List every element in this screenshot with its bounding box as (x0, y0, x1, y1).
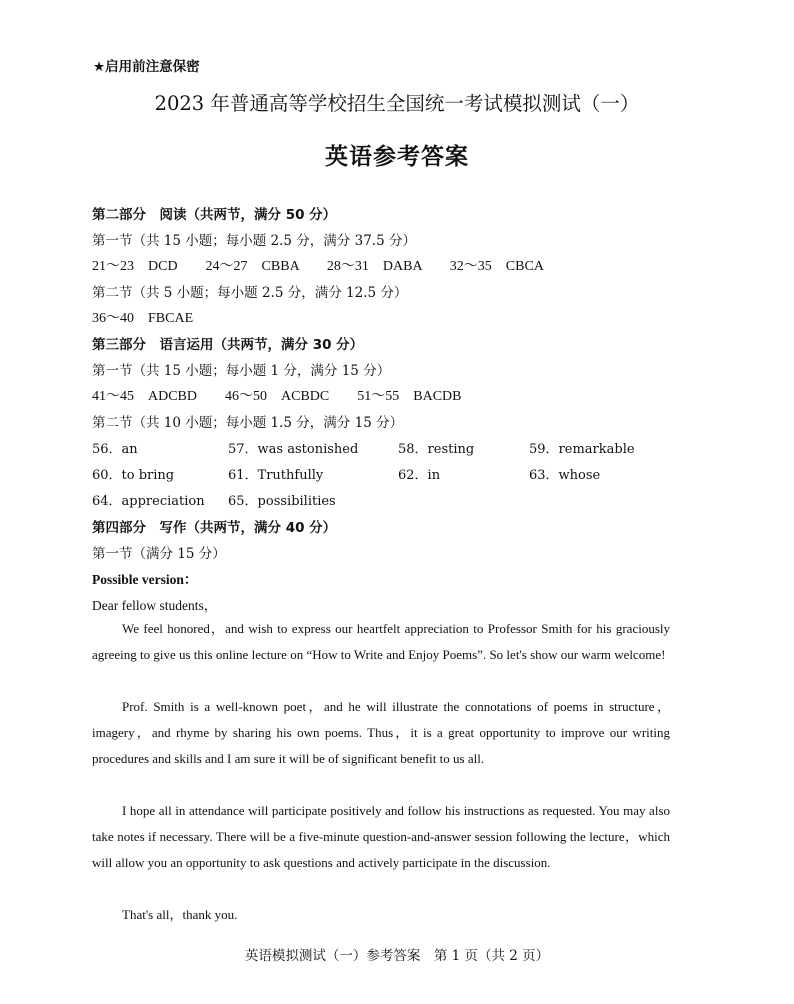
part2-heading: 第二部分 阅读（共两节，满分 50 分） (92, 207, 337, 223)
possible-version-label: Possible version： (92, 572, 198, 587)
letter-paragraph-3: I hope all in attendance will participate positively and follow his instructions as requested. You may also take notes if necessary. There will be a five-minute question-and-answer session following the lecture，which will allow you an opportunity to ask questions and actively participate in the discussion. (92, 803, 670, 870)
part3-sec2-heading: 第二节（共 10 小题；每小题 1.5 分，满分 15 分） (92, 415, 404, 431)
part2-sec1-answers: 21～23 DCD 24～27 CBBA 28～31 DABA 32～35 CBCA (92, 259, 544, 274)
letter-closing: That's all，thank you. (122, 907, 238, 922)
answer-62: 62．in (398, 468, 441, 483)
letter-paragraph-2: Prof. Smith is a well-known poet，and he will illustrate the connotations of poems in structure，imagery，and rhyme by sharing his own poems. Thus，it is a great opportunity to improve our writing procedures and skills and I am sure it will be of significant benefit to us all. (92, 699, 670, 766)
answer-58: 58．resting (398, 442, 475, 457)
answer-56: 56．an (92, 442, 138, 457)
answer-63: 63．whose (529, 468, 601, 483)
exam-title: 2023 年普通高等学校招生全国统一考试模拟测试（一） (154, 92, 640, 115)
answer-65: 65．possibilities (228, 494, 336, 509)
part2-sec2-answers: 36～40 FBCAE (92, 311, 194, 326)
answer-64: 64．appreciation (92, 494, 205, 509)
answer-key-title: 英语参考答案 (325, 144, 469, 170)
part4-heading: 第四部分 写作（共两节，满分 40 分） (92, 520, 337, 536)
part2-sec1-heading: 第一节（共 15 小题；每小题 2.5 分，满分 37.5 分） (92, 233, 416, 249)
letter-greeting: Dear fellow students， (92, 598, 218, 613)
answer-59: 59．remarkable (529, 442, 635, 457)
answer-57: 57．was astonished (228, 442, 359, 457)
answer-60: 60．to bring (92, 468, 175, 483)
letter-paragraph-1: We feel honored，and wish to express our heartfelt appreciation to Professor Smith for his graciously agreeing to give us this online lecture on “How to Write and Enjoy Poems”. So let's show our warm welcome! (92, 621, 670, 662)
part3-sec1-heading: 第一节（共 15 小题；每小题 1 分，满分 15 分） (92, 363, 391, 379)
confidential-notice: ★启用前注意保密 (93, 59, 200, 75)
part2-sec2-heading: 第二节（共 5 小题；每小题 2.5 分，满分 12.5 分） (92, 285, 408, 301)
part3-heading: 第三部分 语言运用（共两节，满分 30 分） (92, 337, 364, 353)
part3-sec1-answers: 41～45 ADCBD 46～50 ACBDC 51～55 BACDB (92, 389, 462, 404)
page-footer: 英语模拟测试（一）参考答案 第 1 页（共 2 页） (244, 948, 550, 964)
part4-sec1-heading: 第一节（满分 15 分） (92, 546, 226, 562)
answer-61: 61．Truthfully (228, 468, 324, 483)
